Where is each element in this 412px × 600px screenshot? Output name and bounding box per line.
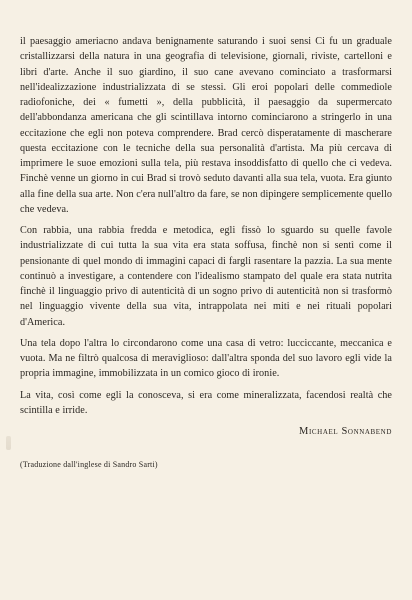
document-page [20,34,392,470]
paragraph-4: La vita, così come egli la conosceva, si era come mineralizzata, facendosi realtà che scintilla e irride. [20,389,392,416]
author-signature: Michael Sonnabend [299,426,392,437]
paragraph-2: Con rabbia, una rabbia fredda e metodica, egli fissò lo sguardo su quelle favole industrializzate di cui tutta la sua vita era stata soffusa, finchè non si sentì come il pensionante di quel mondo di immagini capaci di fargli rasentare la pazzia. La sua mente continuò a investigare, a contendere con l'idealismo stampato del quale era stata nutrita finchè il linguaggio privo di autenticità di un sogno privo di autenticità non si trasformò nel linguaggio vivente della sua vita, intrappolata nei miti e nei rituali popolari d'America. [20,225,392,328]
translation-credit: (Traduzione dall'inglese di Sandro Sarti) [20,460,158,470]
paragraph-3: Una tela dopo l'altra lo circondarono come una casa di vetro: lucciccante, meccanica e vuota. Ma ne filtrò qualcosa di meraviglioso: dall'altra sponda del suo lavoro egli vide la propria immagine, immobilizzata in un comico gioco di ironie. [20,337,392,380]
paper-crease-mark [6,436,11,450]
paragraph-1: il paesaggio ameriacno andava benignamente saturando i suoi sensi Ci fu un graduale cristallizzarsi della natura in una geografia di televisione, giornali, riviste, cartelloni e libri d'arte. Anche il suo giardino, il suo cane avevano cominciato a trasformarsi nell'idealizzazione industrializzata di se stessi. Gli eroi popolari delle commediole radiofoniche, dei « fumetti », della pubblicità, il paesaggio da supermercato dell'abbondanza americana che gli scintillava intorno cominciarono a stringerlo in una eccitazione che egli non poteva comprendere. Brad cercò disperatamente di mascherare questa eccitazione con le tecniche della sua personalità d'artista. Ma più cercava di imprimere le suoe emozioni sulla tela, più restava insoddisfatto di quello che ci vedeva. Finchè venne un giorno in cui Brad si trovò seduto davanti alla sua tela, vuota. Era giunto alla fine della sua arte. Non c'era null'altro da fare, se non dipingere semplicemente quello che vedeva. [20,36,392,215]
